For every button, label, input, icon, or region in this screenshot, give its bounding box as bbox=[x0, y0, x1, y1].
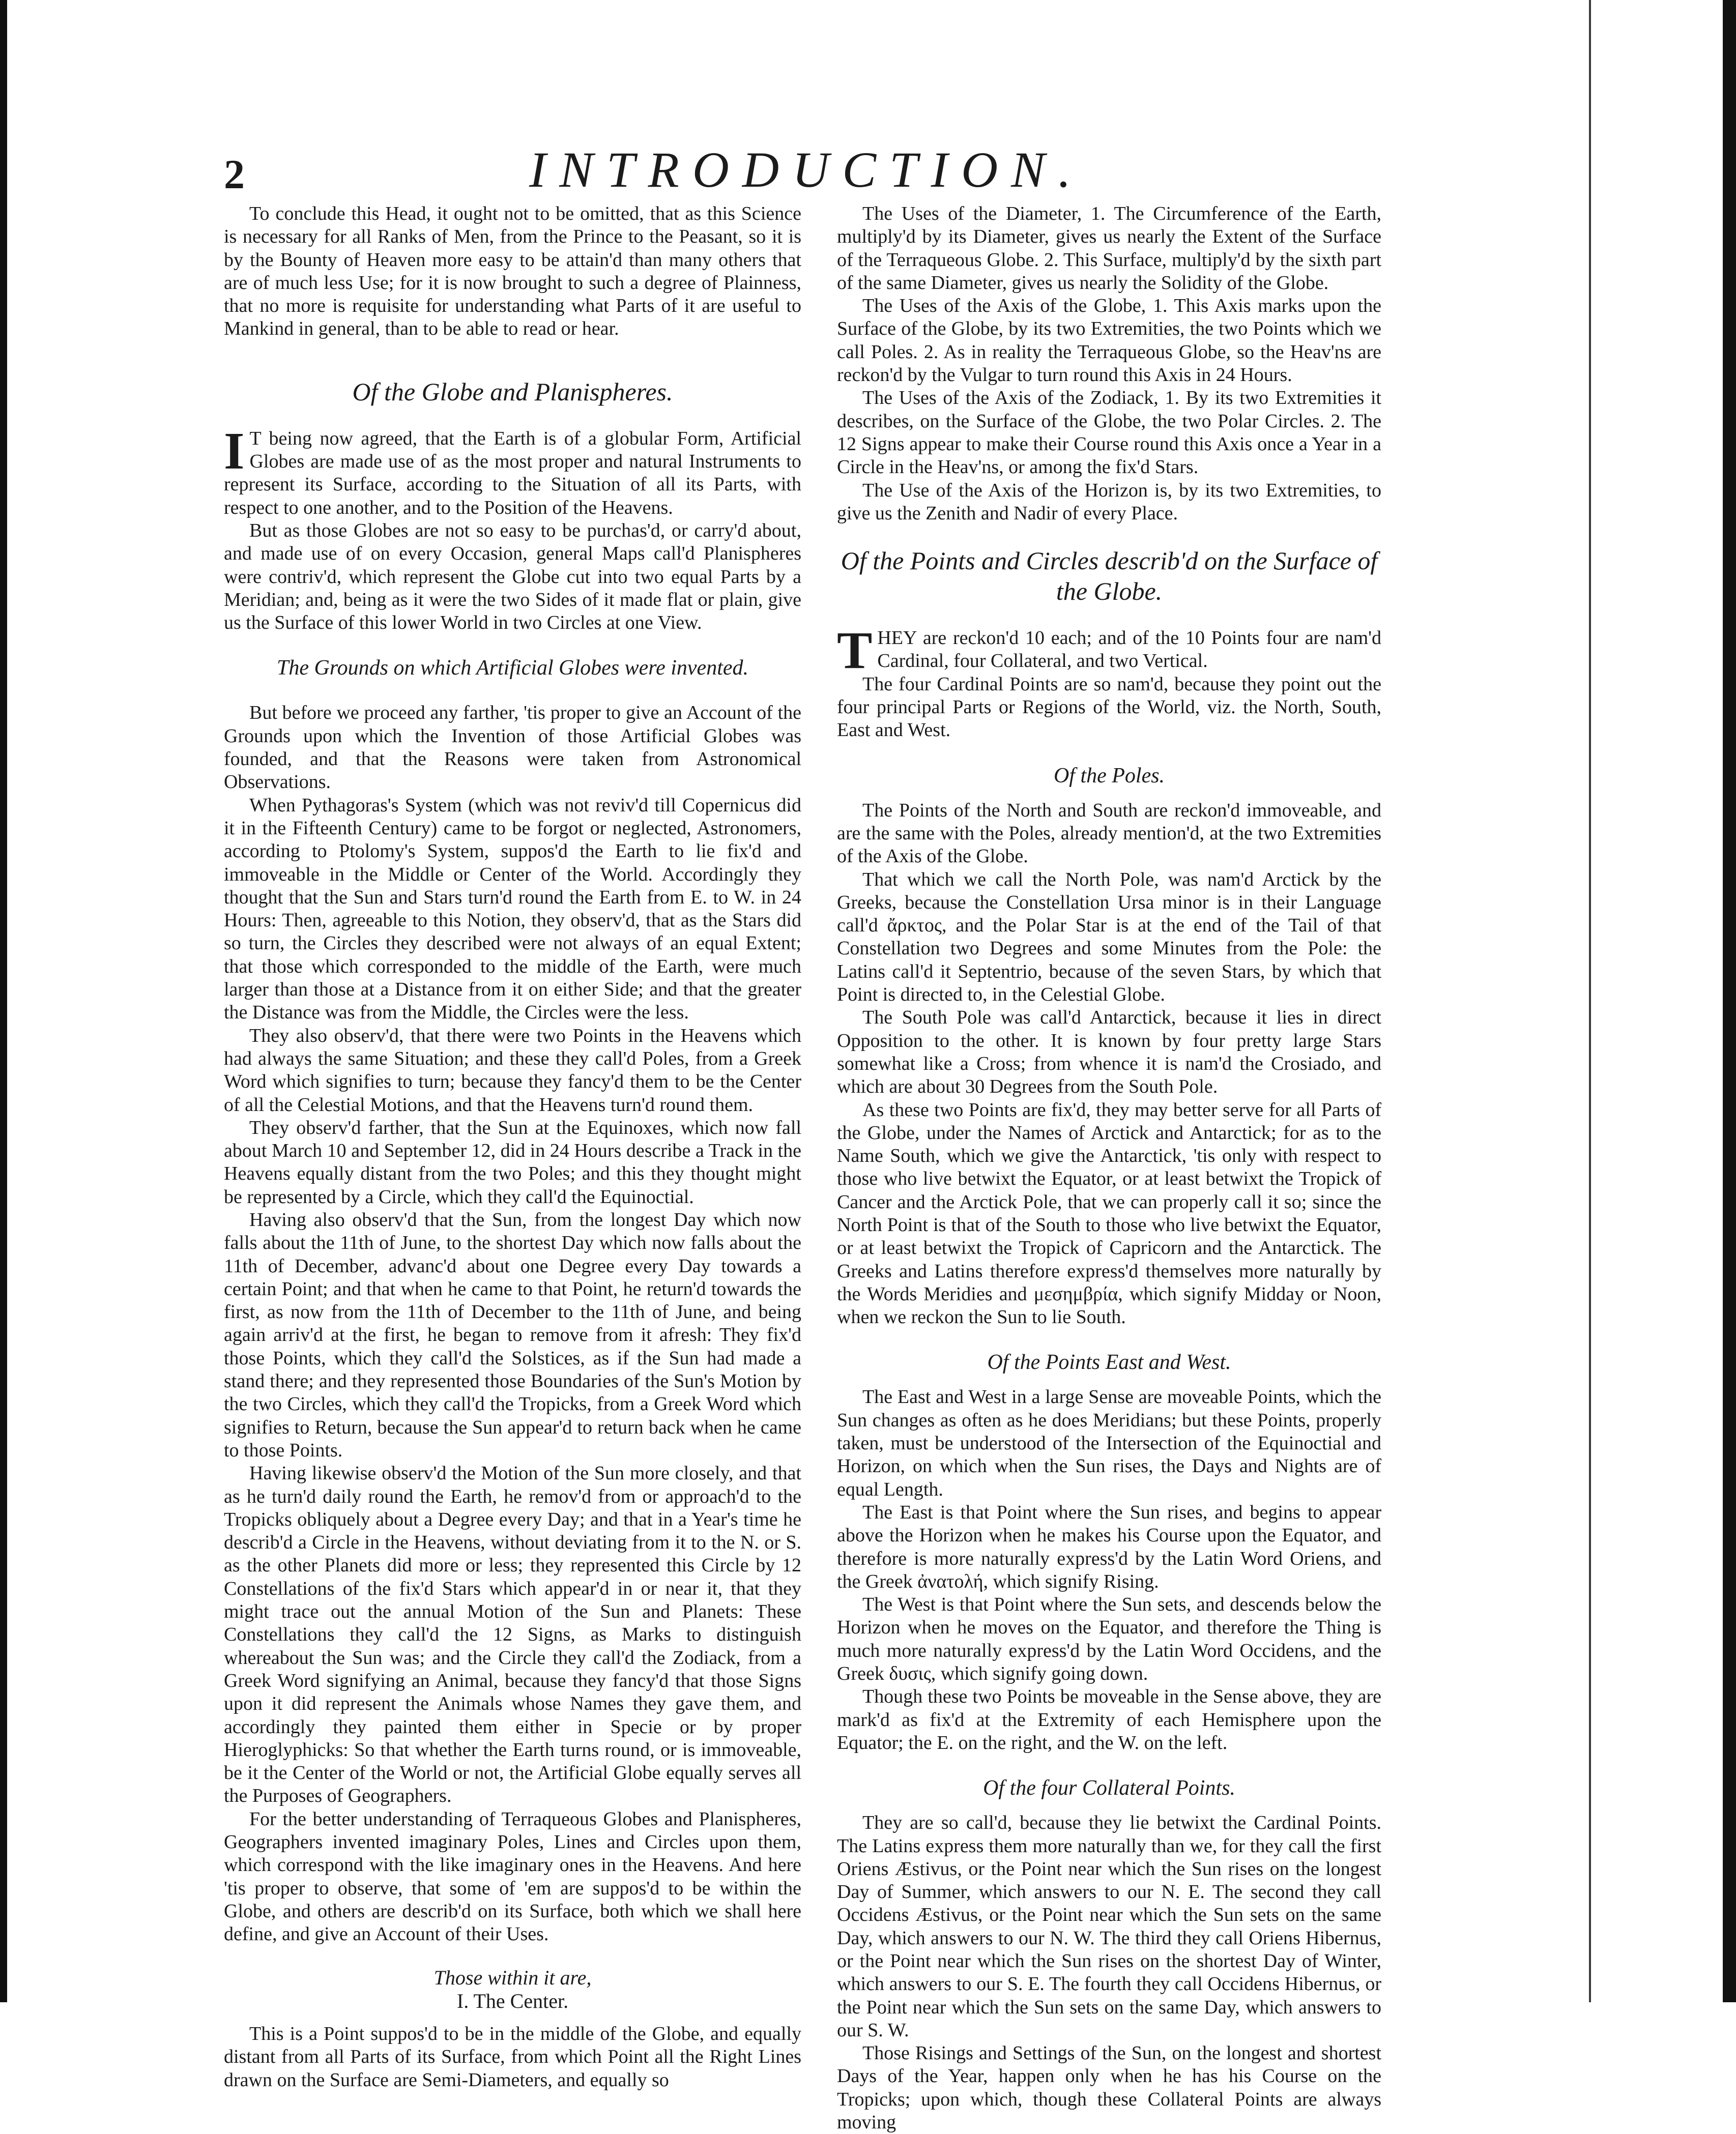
paragraph: They also observ'd, that there were two Points in the Heavens which had always the same Situation; and these they call'd Poles, from a Greek Word which signifies to turn; because they fancy'd them to be the Center of all the Celestial Motions, and that the Heavens turn'd round them. bbox=[224, 1025, 801, 1116]
paragraph: The four Cardinal Points are so nam'd, because they point out the four principal Parts or Regions of the World, viz. the North, South, East and West. bbox=[837, 673, 1381, 741]
page-number: 2 bbox=[224, 151, 245, 197]
paragraph: They are so call'd, because they lie betwixt the Cardinal Points. The Latins express them more naturally than we, for they call the first Oriens Æstivus, or the Point near which the Sun rises on the longest Day of Summer, which answers to our N. E. The second they call Occidens Æstivus, or the Point near which the Sun sets on the same Day, which answers to our N. W. The third they call Oriens Hibernus, or the Point near which the Sun rises on the shortest Day of Winter, which answers to our S. E. The fourth they call Occidens Hibernus, or the Point near which the Sun sets on the same Day, which answers to our S. W. bbox=[837, 1812, 1381, 2041]
scan-edge-left bbox=[0, 0, 7, 2002]
paragraph: This is a Point suppos'd to be in the middle of the Globe, and equally distant from all Parts of its Surface, from which Point all the Right Lines drawn on the Surface are Semi-Diameters, and equally so bbox=[224, 2023, 801, 2091]
drop-cap: T bbox=[837, 621, 873, 680]
paragraph: As these two Points are fix'd, they may better serve for all Parts of the Globe, under the Names of Arctick and Antarctick; for as to the Name South, which we give the Antarctick, 'tis only with respect to those who live betwixt the Equator, or at least betwixt the Tropick of Cancer and the Arctick Pole, that we can properly call it so; since the North Point is that of the South to those who live betwixt the Equator, or at least betwixt the Tropick of Capricorn and the Antarctick. The Greeks and Latins therefore express'd themselves more naturally by the Words Meridies and μεσημβρία, which signify Midday or Noon, when we reckon the Sun to lie South. bbox=[837, 1099, 1381, 1328]
paragraph: They observ'd farther, that the Sun at the Equinoxes, which now fall about March 10 and September 12, did in 24 Hours describe a Track in the Heavens equally distant from the two Poles; and this they thought might be represented by a Circle, which they call'd the Equinoctial. bbox=[224, 1117, 801, 1208]
paragraph: The East is that Point where the Sun rises, and begins to appear above the Horizon when he makes his Course upon the Equator, and therefore is more naturally express'd by the Latin Word Oriens, and the Greek ἀνατολή, which signify Rising. bbox=[837, 1501, 1381, 1592]
paragraph: The Uses of the Diameter, 1. The Circumference of the Earth, multiply'd by its Diameter, gives us nearly the Extent of the Surface of the Terraqueous Globe. 2. This Surface, multiply'd by the sixth part of the same Diameter, gives us nearly the Solidity of the Globe. bbox=[837, 203, 1381, 294]
sub-heading: Of the Points East and West. bbox=[987, 1351, 1231, 1375]
paragraph: Having also observ'd that the Sun, from the longest Day which now falls about the 11th of June, to the shortest Day which now falls about the 11th of December, advanc'd about one Degree every Day towards a certain Point; and that when he came to that Point, he return'd towards the first, as now from the 11th of December to the 11th of June, and being again arriv'd at the first, he began to remove from it afresh: They fix'd those Points, which they call'd the Solstices, as if the Sun had made a stand there; and they represented those Boundaries of the Sun's Motion by the two Circles, which they call'd the Tropicks, from a Greek Word which signifies to Return, because the Sun appear'd to return back when he came to those Points. bbox=[224, 1209, 801, 1461]
paragraph: THEY are reckon'd 10 each; and of the 10 Points four are nam'd Cardinal, four Collateral, and two Vertical. bbox=[837, 621, 1381, 680]
paragraph: The Uses of the Axis of the Globe, 1. This Axis marks upon the Surface of the Globe, by its two Extremities, the two Points which we call Poles. 2. As in reality the Terraqueous Globe, so the Heav'ns are reckon'd by the Vulgar to turn round this Axis in 24 Hours. bbox=[837, 295, 1381, 386]
paragraph: When Pythagoras's System (which was not reviv'd till Copernicus did it in the Fifteenth Century) came to be forgot or neglected, Astronomers, according to Ptolomy's System, suppos'd the Earth to lie fix'd and immoveable in the Middle or Center of the World. Accordingly they thought that the Sun and Stars turn'd round the Earth from E. to W. in 24 Hours: Then, agreeable to this Notion, they observ'd, that as the Stars did so turn, the Circles they described were not always of an equal Extent; that those which corresponded to the middle of the Earth, were much larger than those at a Distance from it on either Side; and that the greater the Distance was from the Middle, the Circles were the less. bbox=[224, 794, 801, 1024]
sub-heading: Of the four Collateral Points. bbox=[983, 1776, 1235, 1800]
paragraph: Those Risings and Settings of the Sun, on the longest and shortest Days of the Year, happen only when he has his Course on the Tropicks; upon which, though these Collateral Points are always moving bbox=[837, 2042, 1381, 2133]
running-head: INTRODUCTION. bbox=[529, 141, 1084, 198]
paragraph: That which we call the North Pole, was nam'd Arctick by the Greeks, because the Constellation Ursa minor is in their Language call'd ἄρκτος, and the Polar Star is at the end of the Tail of that Constellation two Degrees and some Minutes from the Pole: the Latins call'd it Septentrio, because of the seven Stars, by which that Point is directed to, in the Celestial Globe. bbox=[837, 868, 1381, 1006]
paragraph: For the better understanding of Terraqueous Globes and Planispheres, Geographers invented imaginary Poles, Lines and Circles upon them, which correspond with the like imaginary ones in the Heavens. And here 'tis proper to observe, that some of 'em are suppos'd to be within the Globe, and others are describ'd on its Surface, both which we shall here define, and give an Account of their Uses. bbox=[224, 1808, 801, 1945]
drop-cap: I bbox=[224, 421, 245, 480]
paragraph: Having likewise observ'd the Motion of the Sun more closely, and that as he turn'd daily round the Earth, he remov'd from or approach'd to the Tropicks obliquely about a Degree every Day; and that in a Year's time he describ'd a Circle in the Heavens, without deviating from it to the N. or S. as the other Planets did more or less; they represented this Circle by 12 Constellations of the fix'd Stars which appear'd in or near it, that they might trace out the annual Motion of the Sun and Planets: These Constellations they call'd the 12 Signs, as Marks to distinguish whereabout the Sun was; and the Circle they call'd the Zodiack, from a Greek Word signifying an Animal, because they fancy'd that those Signs upon it did represent the Animals whose Names they gave them, and accordingly they painted them either in Specie or by proper Hieroglyphicks: So that whether the Earth turns round, or is immoveable, be it the Center of the World or not, the Artificial Globe equally serves all the Purposes of Geographers. bbox=[224, 1463, 801, 1807]
sub-heading: I. The Center. bbox=[456, 1989, 569, 2012]
left-column bbox=[224, 202, 801, 2092]
right-column bbox=[837, 202, 1381, 2134]
paragraph: The South Pole was call'd Antarctick, because it lies in direct Opposition to the other. It is known by four pretty large Stars somewhat like a Cross; from whence it is nam'd the Crosiado, and which are about 30 Degrees from the South Pole. bbox=[837, 1007, 1381, 1098]
sub-heading: The Grounds on which Artificial Globes were invented. bbox=[276, 656, 748, 680]
paragraph: The East and West in a large Sense are moveable Points, which the Sun changes as often as he does Meridians; but these Points, properly taken, must be understood of the Intersection of the Equinoctial and Horizon, on which when the Sun rises, the Days and Nights are of equal Length. bbox=[837, 1386, 1381, 1500]
section-heading: Of the Globe and Planispheres. bbox=[352, 377, 673, 406]
paragraph: But before we proceed any farther, 'tis proper to give an Account of the Grounds upon which the Invention of those Artificial Globes was founded, and that the Reasons were taken from Astronomical Observations. bbox=[224, 702, 801, 793]
page-edge-line bbox=[1589, 0, 1591, 2002]
paragraph: Though these two Points be moveable in the Sense above, they are mark'd as fix'd at the Extremity of each Hemisphere upon the Equator; the E. on the right, and the W. on the left. bbox=[837, 1686, 1381, 1753]
sub-heading: Of the Poles. bbox=[1053, 764, 1165, 787]
paragraph: But as those Globes are not so easy to be purchas'd, or carry'd about, and made use of on every Occasion, general Maps call'd Planispheres were contriv'd, which represent the Globe cut into two equal Parts by a Meridian; and, being as it were the two Sides of it made flat or plain, give us the Surface of this lower World in two Circles at one View. bbox=[224, 519, 801, 634]
paragraph: The West is that Point where the Sun sets, and descends below the Horizon when he moves on the Equator, and therefore the Thing is much more naturally express'd by the Latin Word Occidens, and the Greek δυσις, which signify going down. bbox=[837, 1594, 1381, 1685]
paragraph: The Use of the Axis of the Horizon is, by its two Extremities, to give us the Zenith and Nadir of every Place. bbox=[837, 479, 1381, 524]
paragraph: To conclude this Head, it ought not to be omitted, that as this Science is necessary for all Ranks of Men, from the Prince to the Peasant, so it is by the Bounty of Heaven more easy to be attain'd than many others that are of much less Use; for it is now brought to such a degree of Plainness, that no more is requisite for understanding what Parts of it are useful to Mankind in general, than to be able to read or hear. bbox=[224, 203, 801, 340]
sub-heading: Those within it are, bbox=[433, 1966, 592, 1990]
paragraph: I T being now agreed, that the Earth is of a globular Form, Artificial Globes are made use of as the most proper and natural Instruments to represent its Surface, according to the Situation of all its Parts, with respect to one another, and to the Position of the Heavens. bbox=[224, 421, 801, 518]
section-heading: Of the Points and Circles describ'd on the Surface of the Globe. bbox=[841, 546, 1378, 606]
paragraph: The Uses of the Axis of the Zodiack, 1. By its two Extremities it describes, on the Surface of the Globe, the two Polar Circles. 2. The 12 Signs appear to make their Course round this Axis once a Year in a Circle in the Heav'ns, or among the fix'd Stars. bbox=[837, 387, 1381, 478]
paragraph: The Points of the North and South are reckon'd immoveable, and are the same with the Poles, already mention'd, at the two Extremities of the Axis of the Globe. bbox=[837, 799, 1381, 867]
scan-edge-right bbox=[1723, 0, 1736, 2002]
